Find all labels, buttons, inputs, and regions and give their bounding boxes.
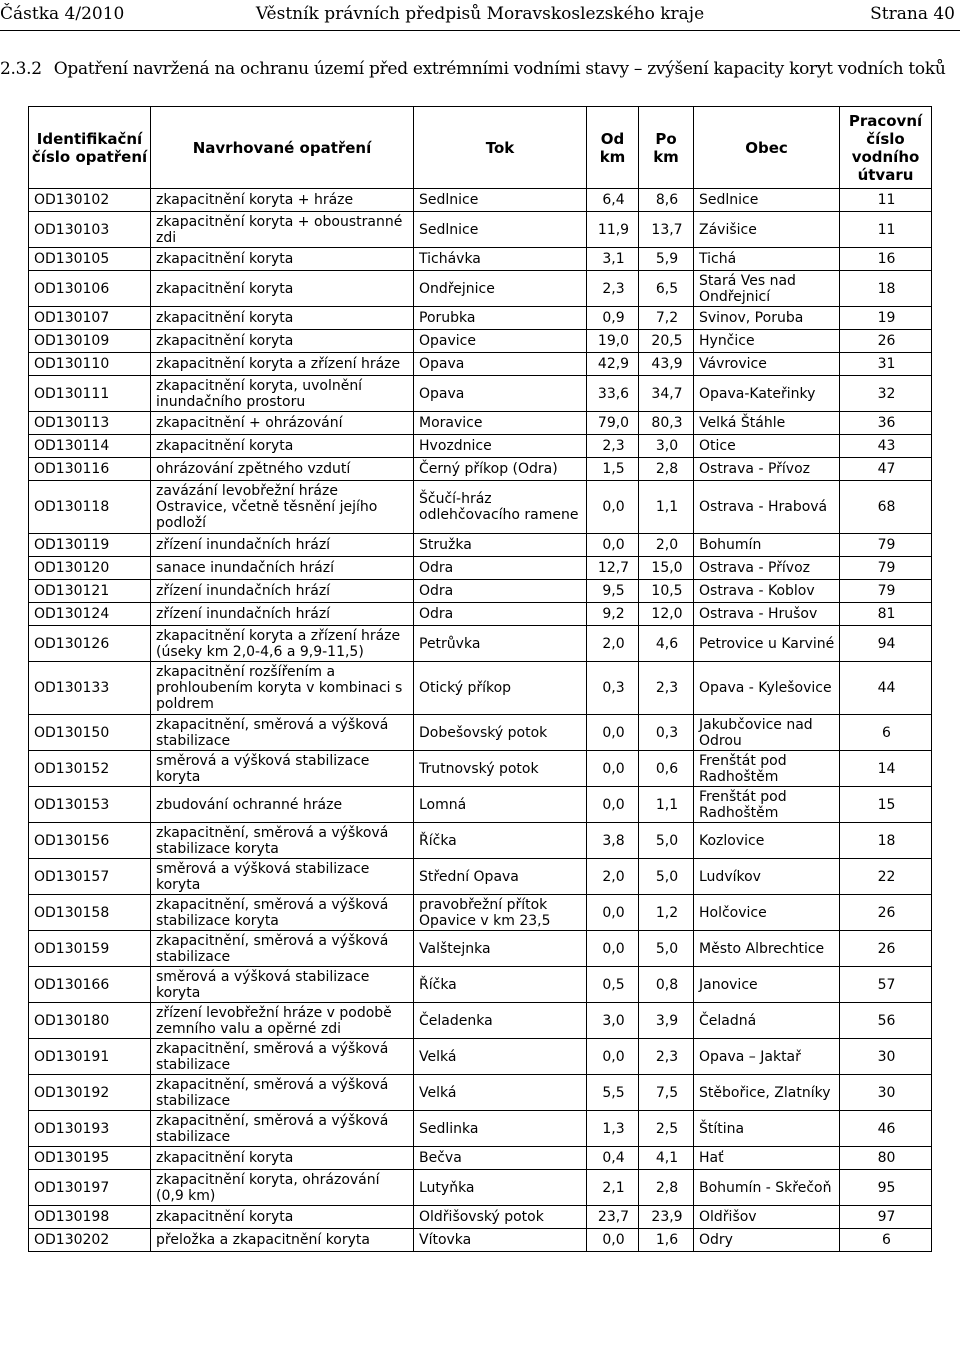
cell-id: OD130109 — [29, 330, 151, 353]
cell-measure: zřízení inundačních hrází — [151, 534, 414, 557]
table-row — [29, 330, 932, 353]
cell-water-body-number: 43 — [840, 435, 932, 458]
cell-from-km: 0,9 — [587, 307, 639, 330]
cell-river: Hvozdnice — [414, 435, 587, 458]
table-row — [29, 1147, 932, 1170]
cell-municipality: Závišice — [694, 212, 840, 248]
col-header-river: Tok — [414, 107, 587, 189]
table-row — [29, 603, 932, 626]
cell-to-km: 8,6 — [639, 189, 694, 212]
table-row — [29, 1229, 932, 1252]
cell-to-km: 0,3 — [639, 715, 694, 751]
cell-to-km: 3,0 — [639, 435, 694, 458]
cell-id: OD130191 — [29, 1039, 151, 1075]
table-row — [29, 895, 932, 931]
cell-from-km: 1,5 — [587, 458, 639, 481]
cell-water-body-number: 18 — [840, 271, 932, 307]
cell-from-km: 0,5 — [587, 967, 639, 1003]
cell-water-body-number: 47 — [840, 458, 932, 481]
cell-to-km: 2,0 — [639, 534, 694, 557]
cell-id: OD130192 — [29, 1075, 151, 1111]
table-row — [29, 1075, 932, 1111]
col-header-from-km: Od km — [587, 107, 639, 189]
table-row — [29, 307, 932, 330]
cell-municipality: Vávrovice — [694, 353, 840, 376]
cell-to-km: 1,1 — [639, 481, 694, 534]
cell-river: pravobřežní přítok Opavice v km 23,5 — [414, 895, 587, 931]
cell-municipality: Odry — [694, 1229, 840, 1252]
cell-to-km: 6,5 — [639, 271, 694, 307]
cell-to-km: 4,1 — [639, 1147, 694, 1170]
cell-water-body-number: 80 — [840, 1147, 932, 1170]
table-header-row — [29, 107, 932, 189]
table-row — [29, 787, 932, 823]
table-row — [29, 435, 932, 458]
cell-river: Říčka — [414, 823, 587, 859]
cell-river: Petrůvka — [414, 626, 587, 662]
cell-id: OD130193 — [29, 1111, 151, 1147]
cell-id: OD130158 — [29, 895, 151, 931]
cell-municipality: Hať — [694, 1147, 840, 1170]
cell-to-km: 0,6 — [639, 751, 694, 787]
cell-measure: zkapacitnění koryta — [151, 435, 414, 458]
cell-id: OD130195 — [29, 1147, 151, 1170]
cell-to-km: 2,8 — [639, 1170, 694, 1206]
table-row — [29, 458, 932, 481]
cell-water-body-number: 16 — [840, 248, 932, 271]
section-title: Opatření navržená na ochranu území před extrémními vodními stavy – zvýšení kapacity koryt vodních toků — [53, 59, 946, 79]
table-row — [29, 580, 932, 603]
cell-from-km: 6,4 — [587, 189, 639, 212]
cell-id: OD130133 — [29, 662, 151, 715]
cell-from-km: 3,8 — [587, 823, 639, 859]
cell-municipality: Stará Ves nad Ondřejnicí — [694, 271, 840, 307]
cell-measure: zkapacitnění rozšířením a prohloubením koryta v kombinaci s poldrem — [151, 662, 414, 715]
cell-municipality: Hynčice — [694, 330, 840, 353]
cell-water-body-number: 94 — [840, 626, 932, 662]
cell-river: Lomná — [414, 787, 587, 823]
cell-river: Střední Opava — [414, 859, 587, 895]
cell-id: OD130152 — [29, 751, 151, 787]
cell-municipality: Jakubčovice nad Odrou — [694, 715, 840, 751]
cell-water-body-number: 6 — [840, 715, 932, 751]
cell-to-km: 7,5 — [639, 1075, 694, 1111]
cell-river: Velká — [414, 1039, 587, 1075]
cell-measure: zkapacitnění koryta — [151, 1206, 414, 1229]
table-row — [29, 212, 932, 248]
cell-from-km: 0,0 — [587, 715, 639, 751]
cell-from-km: 3,1 — [587, 248, 639, 271]
cell-river: Ščučí-hráz odlehčovacího ramene — [414, 481, 587, 534]
cell-water-body-number: 79 — [840, 580, 932, 603]
table-row — [29, 1111, 932, 1147]
cell-water-body-number: 57 — [840, 967, 932, 1003]
cell-measure: zkapacitnění koryta — [151, 248, 414, 271]
cell-to-km: 43,9 — [639, 353, 694, 376]
col-header-to-km: Po km — [639, 107, 694, 189]
cell-water-body-number: 68 — [840, 481, 932, 534]
cell-from-km: 2,3 — [587, 435, 639, 458]
cell-water-body-number: 81 — [840, 603, 932, 626]
cell-municipality: Ostrava - Přívoz — [694, 557, 840, 580]
cell-municipality: Velká Štáhle — [694, 412, 840, 435]
cell-to-km: 2,3 — [639, 662, 694, 715]
cell-municipality: Kozlovice — [694, 823, 840, 859]
cell-measure: zkapacitnění, směrová a výšková stabilizace — [151, 1075, 414, 1111]
cell-measure: zkapacitnění koryta + hráze — [151, 189, 414, 212]
cell-municipality: Svinov, Poruba — [694, 307, 840, 330]
cell-to-km: 2,3 — [639, 1039, 694, 1075]
cell-to-km: 1,1 — [639, 787, 694, 823]
cell-from-km: 3,0 — [587, 1003, 639, 1039]
cell-from-km: 23,7 — [587, 1206, 639, 1229]
cell-to-km: 7,2 — [639, 307, 694, 330]
cell-from-km: 0,0 — [587, 931, 639, 967]
cell-water-body-number: 30 — [840, 1039, 932, 1075]
cell-from-km: 0,0 — [587, 534, 639, 557]
cell-id: OD130110 — [29, 353, 151, 376]
page-header — [0, 2, 960, 28]
cell-to-km: 5,0 — [639, 823, 694, 859]
cell-to-km: 20,5 — [639, 330, 694, 353]
cell-water-body-number: 11 — [840, 212, 932, 248]
cell-from-km: 0,0 — [587, 895, 639, 931]
cell-measure: směrová a výšková stabilizace koryta — [151, 751, 414, 787]
cell-municipality: Oldřišov — [694, 1206, 840, 1229]
table-row — [29, 189, 932, 212]
cell-measure: zkapacitnění koryta — [151, 1147, 414, 1170]
cell-river: Opava — [414, 353, 587, 376]
cell-id: OD130197 — [29, 1170, 151, 1206]
table-row — [29, 248, 932, 271]
table-row — [29, 1003, 932, 1039]
table-row — [29, 751, 932, 787]
cell-from-km: 2,1 — [587, 1170, 639, 1206]
cell-id: OD130159 — [29, 931, 151, 967]
cell-id: OD130119 — [29, 534, 151, 557]
cell-measure: zavázání levobřežní hráze Ostravice, včetně těsnění jejího podloží — [151, 481, 414, 534]
cell-measure: zřízení levobřežní hráze v podobě zemního valu a opěrné zdi — [151, 1003, 414, 1039]
cell-municipality: Ostrava - Koblov — [694, 580, 840, 603]
cell-measure: zkapacitnění, směrová a výšková stabilizace — [151, 715, 414, 751]
cell-measure: směrová a výšková stabilizace koryta — [151, 967, 414, 1003]
cell-river: Oldřišovský potok — [414, 1206, 587, 1229]
cell-to-km: 5,9 — [639, 248, 694, 271]
cell-water-body-number: 44 — [840, 662, 932, 715]
cell-water-body-number: 6 — [840, 1229, 932, 1252]
cell-municipality: Janovice — [694, 967, 840, 1003]
cell-from-km: 11,9 — [587, 212, 639, 248]
cell-municipality: Opava – Jaktař — [694, 1039, 840, 1075]
table-row — [29, 481, 932, 534]
cell-water-body-number: 31 — [840, 353, 932, 376]
cell-water-body-number: 14 — [840, 751, 932, 787]
cell-measure: sanace inundačních hrází — [151, 557, 414, 580]
cell-to-km: 15,0 — [639, 557, 694, 580]
cell-from-km: 0,3 — [587, 662, 639, 715]
cell-measure: ohrázování zpětného vzdutí — [151, 458, 414, 481]
cell-id: OD130107 — [29, 307, 151, 330]
cell-to-km: 5,0 — [639, 859, 694, 895]
cell-river: Moravice — [414, 412, 587, 435]
col-header-municipality: Obec — [694, 107, 840, 189]
cell-measure: zkapacitnění koryta, ohrázování (0,9 km) — [151, 1170, 414, 1206]
table-row — [29, 534, 932, 557]
cell-to-km: 3,9 — [639, 1003, 694, 1039]
table-row — [29, 412, 932, 435]
cell-river: Porubka — [414, 307, 587, 330]
cell-municipality: Ostrava - Přívoz — [694, 458, 840, 481]
cell-water-body-number: 36 — [840, 412, 932, 435]
cell-measure: zkapacitnění koryta, uvolnění inundačního prostoru — [151, 376, 414, 412]
cell-water-body-number: 97 — [840, 1206, 932, 1229]
cell-water-body-number: 30 — [840, 1075, 932, 1111]
table-row — [29, 1206, 932, 1229]
cell-id: OD130111 — [29, 376, 151, 412]
cell-river: Říčka — [414, 967, 587, 1003]
cell-id: OD130114 — [29, 435, 151, 458]
cell-river: Tichávka — [414, 248, 587, 271]
cell-municipality: Město Albrechtice — [694, 931, 840, 967]
cell-measure: zkapacitnění, směrová a výšková stabilizace koryta — [151, 823, 414, 859]
cell-water-body-number: 11 — [840, 189, 932, 212]
col-header-measure: Navrhované opatření — [151, 107, 414, 189]
cell-river: Ondřejnice — [414, 271, 587, 307]
cell-municipality: Čeladná — [694, 1003, 840, 1039]
cell-from-km: 33,6 — [587, 376, 639, 412]
cell-from-km: 79,0 — [587, 412, 639, 435]
cell-measure: zkapacitnění + ohrázování — [151, 412, 414, 435]
cell-id: OD130153 — [29, 787, 151, 823]
cell-municipality: Stěbořice, Zlatníky — [694, 1075, 840, 1111]
cell-from-km: 1,3 — [587, 1111, 639, 1147]
table-row — [29, 626, 932, 662]
table-row — [29, 967, 932, 1003]
cell-from-km: 9,5 — [587, 580, 639, 603]
cell-from-km: 42,9 — [587, 353, 639, 376]
cell-from-km: 5,5 — [587, 1075, 639, 1111]
cell-measure: zkapacitnění koryta — [151, 307, 414, 330]
cell-water-body-number: 32 — [840, 376, 932, 412]
cell-from-km: 0,4 — [587, 1147, 639, 1170]
cell-from-km: 2,0 — [587, 626, 639, 662]
cell-from-km: 9,2 — [587, 603, 639, 626]
cell-water-body-number: 46 — [840, 1111, 932, 1147]
cell-id: OD130113 — [29, 412, 151, 435]
cell-river: Lutyňka — [414, 1170, 587, 1206]
table-row — [29, 353, 932, 376]
cell-id: OD130120 — [29, 557, 151, 580]
table-row — [29, 1170, 932, 1206]
cell-id: OD130202 — [29, 1229, 151, 1252]
cell-id: OD130150 — [29, 715, 151, 751]
cell-municipality: Sedlnice — [694, 189, 840, 212]
cell-river: Černý příkop (Odra) — [414, 458, 587, 481]
cell-id: OD130116 — [29, 458, 151, 481]
cell-municipality: Petrovice u Karviné — [694, 626, 840, 662]
cell-to-km: 23,9 — [639, 1206, 694, 1229]
cell-river: Sedlinka — [414, 1111, 587, 1147]
cell-id: OD130102 — [29, 189, 151, 212]
cell-water-body-number: 79 — [840, 557, 932, 580]
cell-from-km: 0,0 — [587, 787, 639, 823]
cell-id: OD130198 — [29, 1206, 151, 1229]
cell-water-body-number: 26 — [840, 330, 932, 353]
cell-measure: zkapacitnění, směrová a výšková stabilizace koryta — [151, 895, 414, 931]
cell-river: Odra — [414, 580, 587, 603]
cell-to-km: 0,8 — [639, 967, 694, 1003]
cell-municipality: Otice — [694, 435, 840, 458]
cell-municipality: Opava-Kateřinky — [694, 376, 840, 412]
cell-municipality: Tichá — [694, 248, 840, 271]
col-header-id: Identifikační číslo opatření — [29, 107, 151, 189]
cell-river: Otický příkop — [414, 662, 587, 715]
cell-measure: přeložka a zkapacitnění koryta — [151, 1229, 414, 1252]
table-row — [29, 662, 932, 715]
cell-id: OD130157 — [29, 859, 151, 895]
cell-river: Vítovka — [414, 1229, 587, 1252]
cell-id: OD130103 — [29, 212, 151, 248]
cell-water-body-number: 95 — [840, 1170, 932, 1206]
section-heading — [0, 59, 960, 79]
cell-to-km: 13,7 — [639, 212, 694, 248]
cell-id: OD130105 — [29, 248, 151, 271]
cell-measure: zkapacitnění koryta a zřízení hráze — [151, 353, 414, 376]
cell-water-body-number: 56 — [840, 1003, 932, 1039]
cell-from-km: 0,0 — [587, 1039, 639, 1075]
table-row — [29, 859, 932, 895]
cell-water-body-number: 26 — [840, 931, 932, 967]
cell-river: Trutnovský potok — [414, 751, 587, 787]
cell-to-km: 5,0 — [639, 931, 694, 967]
cell-id: OD130166 — [29, 967, 151, 1003]
table-row — [29, 376, 932, 412]
cell-river: Valštejnka — [414, 931, 587, 967]
cell-water-body-number: 18 — [840, 823, 932, 859]
cell-to-km: 34,7 — [639, 376, 694, 412]
cell-to-km: 4,6 — [639, 626, 694, 662]
cell-measure: zkapacitnění, směrová a výšková stabilizace — [151, 1111, 414, 1147]
header-rule — [0, 30, 960, 31]
table-row — [29, 271, 932, 307]
cell-water-body-number: 15 — [840, 787, 932, 823]
cell-measure: zkapacitnění koryta — [151, 330, 414, 353]
cell-from-km: 19,0 — [587, 330, 639, 353]
cell-water-body-number: 22 — [840, 859, 932, 895]
table-row — [29, 715, 932, 751]
journal-title: Věstník právních předpisů Moravskoslezského kraje — [255, 4, 705, 24]
cell-to-km: 2,8 — [639, 458, 694, 481]
cell-to-km: 10,5 — [639, 580, 694, 603]
section-number: 2.3.2 — [0, 59, 42, 79]
cell-measure: zbudování ochranné hráze — [151, 787, 414, 823]
cell-municipality: Bohumín — [694, 534, 840, 557]
issue-number: Částka 4/2010 — [0, 4, 125, 24]
cell-to-km: 80,3 — [639, 412, 694, 435]
cell-to-km: 1,6 — [639, 1229, 694, 1252]
cell-municipality: Ostrava - Hrabová — [694, 481, 840, 534]
cell-water-body-number: 26 — [840, 895, 932, 931]
cell-river: Stružka — [414, 534, 587, 557]
cell-measure: směrová a výšková stabilizace koryta — [151, 859, 414, 895]
cell-measure: zřízení inundačních hrází — [151, 580, 414, 603]
cell-river: Odra — [414, 557, 587, 580]
cell-river: Velká — [414, 1075, 587, 1111]
cell-municipality: Ludvíkov — [694, 859, 840, 895]
cell-from-km: 0,0 — [587, 1229, 639, 1252]
cell-river: Bečva — [414, 1147, 587, 1170]
cell-municipality: Frenštát pod Radhoštěm — [694, 787, 840, 823]
cell-river: Opava — [414, 376, 587, 412]
table-body — [29, 189, 932, 1252]
cell-to-km: 12,0 — [639, 603, 694, 626]
cell-municipality: Opava - Kylešovice — [694, 662, 840, 715]
table-row — [29, 931, 932, 967]
cell-id: OD130106 — [29, 271, 151, 307]
measures-table — [28, 106, 932, 1252]
cell-measure: zřízení inundačních hrází — [151, 603, 414, 626]
cell-measure: zkapacitnění koryta a zřízení hráze (úseky km 2,0-4,6 a 9,9-11,5) — [151, 626, 414, 662]
table-row — [29, 557, 932, 580]
cell-measure: zkapacitnění koryta + oboustranné zdi — [151, 212, 414, 248]
cell-to-km: 2,5 — [639, 1111, 694, 1147]
cell-municipality: Bohumín - Skřečoň — [694, 1170, 840, 1206]
cell-municipality: Ostrava - Hrušov — [694, 603, 840, 626]
cell-id: OD130118 — [29, 481, 151, 534]
cell-measure: zkapacitnění, směrová a výšková stabilizace — [151, 931, 414, 967]
cell-from-km: 12,7 — [587, 557, 639, 580]
col-header-water-body-number: Pracovní číslo vodního útvaru — [840, 107, 932, 189]
cell-water-body-number: 79 — [840, 534, 932, 557]
cell-id: OD130126 — [29, 626, 151, 662]
cell-id: OD130156 — [29, 823, 151, 859]
cell-river: Odra — [414, 603, 587, 626]
cell-municipality: Holčovice — [694, 895, 840, 931]
cell-id: OD130180 — [29, 1003, 151, 1039]
cell-id: OD130121 — [29, 580, 151, 603]
cell-measure: zkapacitnění, směrová a výšková stabilizace — [151, 1039, 414, 1075]
cell-river: Čeladenka — [414, 1003, 587, 1039]
cell-municipality: Štítina — [694, 1111, 840, 1147]
cell-from-km: 0,0 — [587, 481, 639, 534]
cell-river: Opavice — [414, 330, 587, 353]
cell-from-km: 0,0 — [587, 751, 639, 787]
cell-to-km: 1,2 — [639, 895, 694, 931]
cell-river: Sedlnice — [414, 189, 587, 212]
cell-river: Sedlnice — [414, 212, 587, 248]
cell-measure: zkapacitnění koryta — [151, 271, 414, 307]
cell-water-body-number: 19 — [840, 307, 932, 330]
cell-municipality: Frenštát pod Radhoštěm — [694, 751, 840, 787]
cell-from-km: 2,3 — [587, 271, 639, 307]
cell-id: OD130124 — [29, 603, 151, 626]
page-number: Strana 40 — [870, 4, 955, 24]
cell-river: Dobešovský potok — [414, 715, 587, 751]
table-row — [29, 1039, 932, 1075]
table-row — [29, 823, 932, 859]
cell-from-km: 2,0 — [587, 859, 639, 895]
